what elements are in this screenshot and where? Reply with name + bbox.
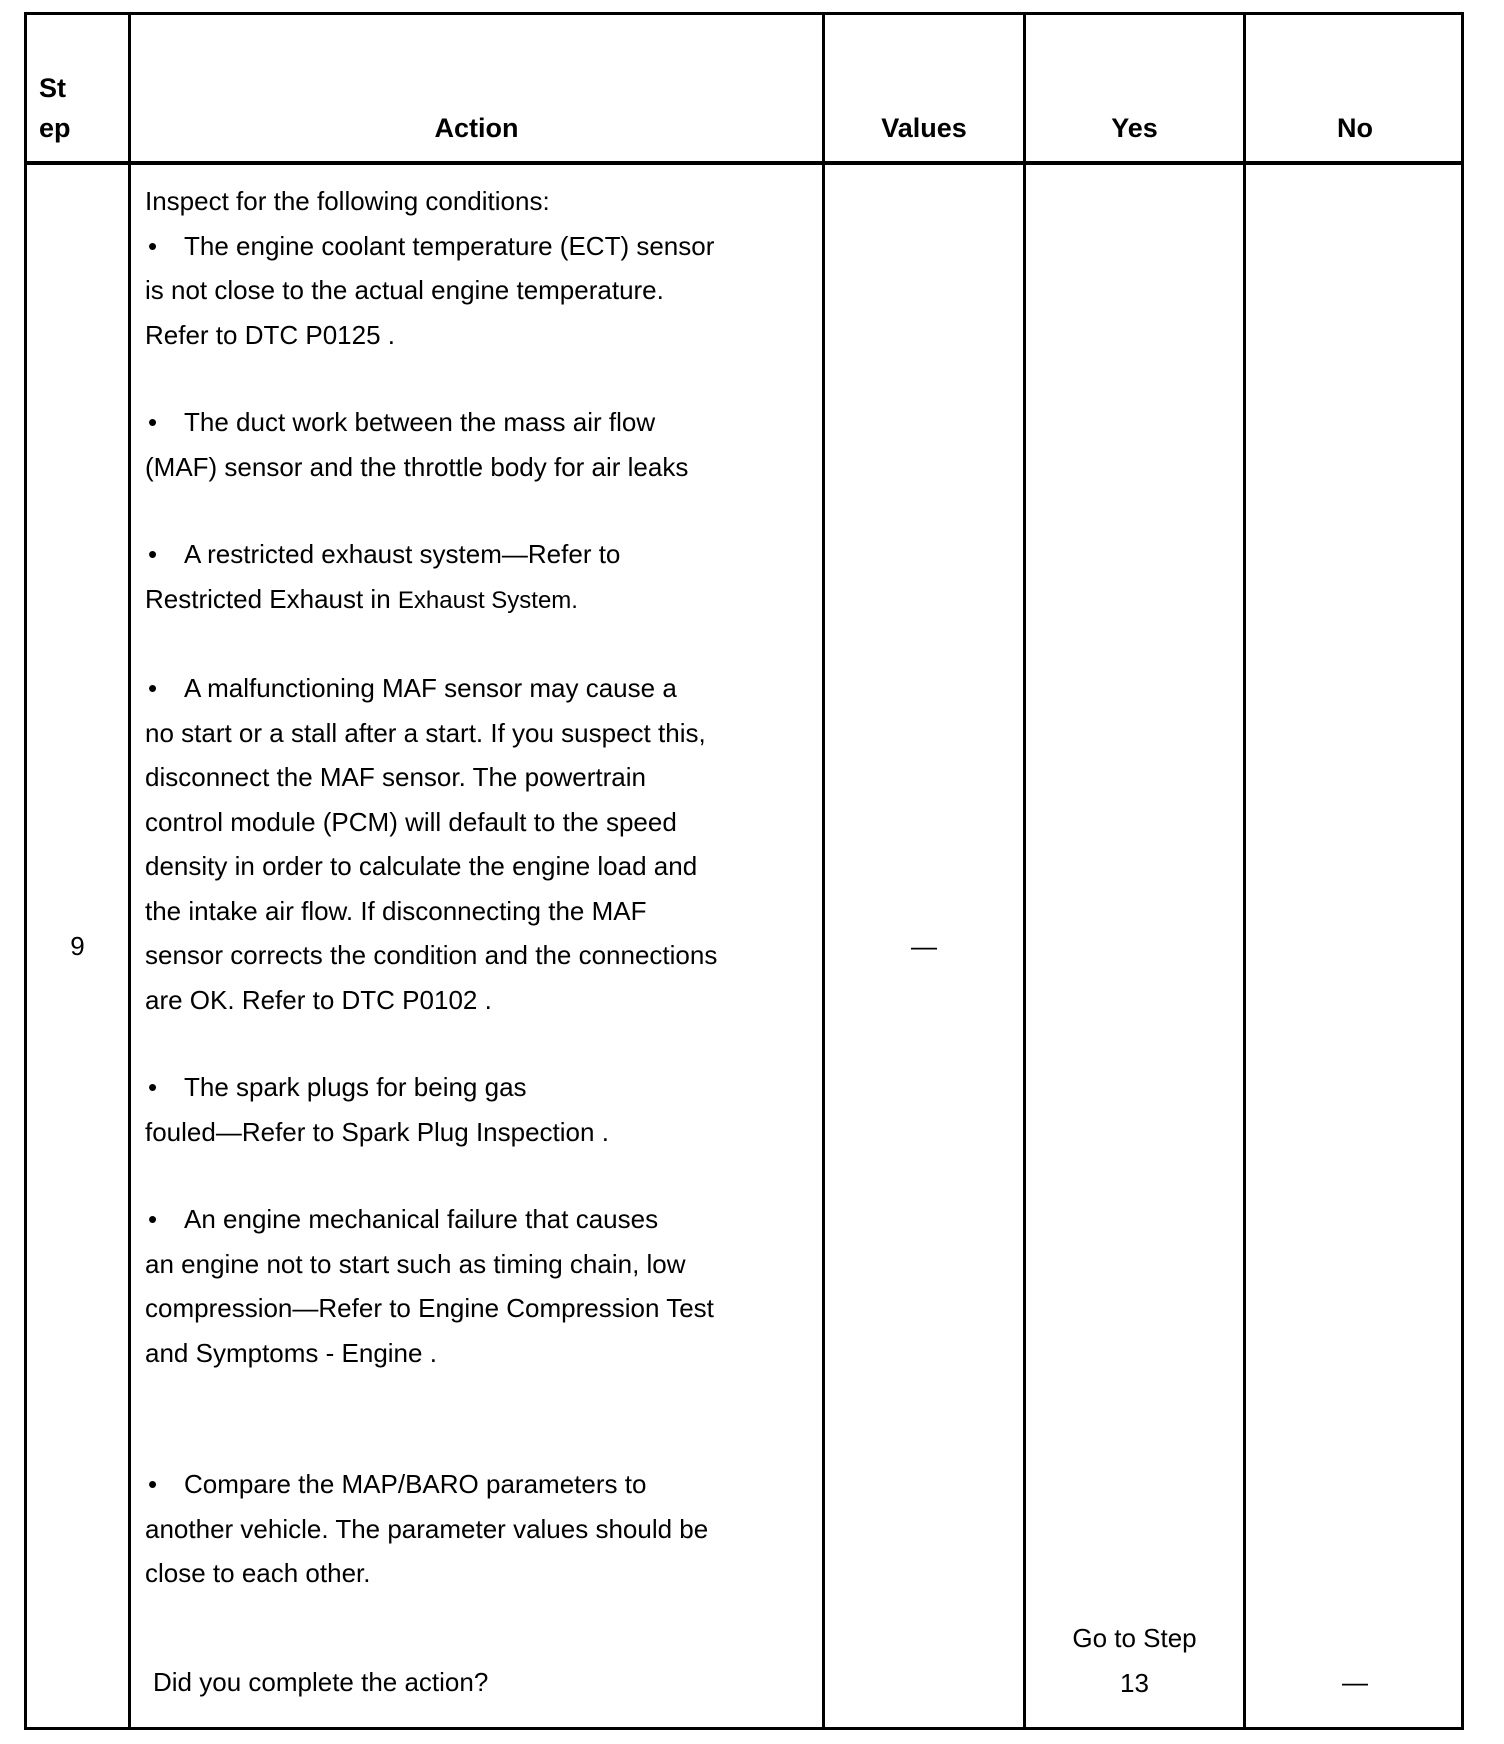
diagnostic-table bbox=[24, 12, 1464, 1730]
column-divider bbox=[1023, 15, 1026, 1727]
action-question: Did you complete the action? bbox=[153, 1667, 489, 1697]
action-line: density in order to calculate the engine load and bbox=[145, 851, 698, 881]
header-values: Values bbox=[881, 113, 967, 143]
bullet-glyph: • bbox=[148, 673, 158, 703]
action-line: no start or a stall after a start. If you suspect this, bbox=[145, 717, 706, 748]
column-divider bbox=[128, 15, 131, 1727]
bullet-item: • The duct work between the mass air flow bbox=[145, 400, 785, 445]
bullet-item: • The engine coolant temperature (ECT) sensor bbox=[145, 224, 785, 269]
action-line: the intake air flow. If disconnecting the MAF bbox=[145, 895, 647, 926]
header-step-line2: ep bbox=[39, 113, 71, 143]
action-text bbox=[145, 179, 785, 1596]
action-line: sensor corrects the condition and the connections bbox=[145, 940, 718, 970]
action-intro: Inspect for the following conditions: bbox=[145, 186, 550, 216]
bullet-glyph: • bbox=[148, 230, 158, 261]
bullet-glyph: • bbox=[148, 1469, 158, 1499]
action-line: another vehicle. The parameter values should be bbox=[145, 1513, 709, 1544]
bullet-item: • An engine mechanical failure that causes bbox=[145, 1197, 785, 1242]
action-line: and Symptoms - Engine . bbox=[145, 1337, 437, 1368]
yes-step-number: 13 bbox=[1120, 1667, 1149, 1698]
action-line: are OK. Refer to DTC P0102 . bbox=[145, 984, 492, 1015]
bullet-glyph: • bbox=[148, 407, 158, 437]
action-line: an engine not to start such as timing chain, low bbox=[145, 1248, 686, 1279]
bullet-item: • A malfunctioning MAF sensor may cause a bbox=[145, 666, 785, 711]
column-divider bbox=[1243, 15, 1246, 1727]
no-cell: — bbox=[1342, 1667, 1368, 1697]
header-yes: Yes bbox=[1111, 113, 1158, 143]
bullet-glyph: • bbox=[148, 539, 158, 569]
action-line: Restricted Exhaust in Exhaust System. bbox=[145, 583, 578, 614]
action-line: Refer to DTC P0125 . bbox=[145, 319, 395, 350]
values-cell: — bbox=[911, 931, 937, 961]
bullet-item: • The spark plugs for being gas bbox=[145, 1065, 785, 1110]
action-line: fouled—Refer to Spark Plug Inspection . bbox=[145, 1116, 609, 1147]
bullet-glyph: • bbox=[148, 1072, 158, 1102]
action-line: is not close to the actual engine temperature. bbox=[145, 275, 664, 305]
action-line: control module (PCM) will default to the speed bbox=[145, 806, 677, 837]
yes-go-to-step: Go to Step bbox=[1072, 1623, 1197, 1653]
action-line: (MAF) sensor and the throttle body for air leaks bbox=[145, 451, 689, 482]
action-line: close to each other. bbox=[145, 1558, 371, 1588]
column-divider bbox=[822, 15, 825, 1727]
bullet-glyph: • bbox=[148, 1204, 158, 1234]
bullet-item: • A restricted exhaust system—Refer to bbox=[145, 532, 785, 577]
exhaust-system-reference: Exhaust System. bbox=[397, 586, 578, 614]
header-divider bbox=[27, 161, 1461, 165]
step-number: 9 bbox=[70, 931, 85, 961]
yes-cell bbox=[1026, 1616, 1243, 1705]
header-step-line1: St bbox=[39, 73, 66, 103]
header-step bbox=[39, 68, 71, 148]
action-line: compression—Refer to Engine Compression Test bbox=[145, 1293, 714, 1323]
bullet-item: • Compare the MAP/BARO parameters to bbox=[145, 1462, 785, 1507]
header-no: No bbox=[1337, 113, 1373, 143]
header-action: Action bbox=[434, 113, 519, 143]
action-line: disconnect the MAF sensor. The powertrain bbox=[145, 762, 646, 792]
